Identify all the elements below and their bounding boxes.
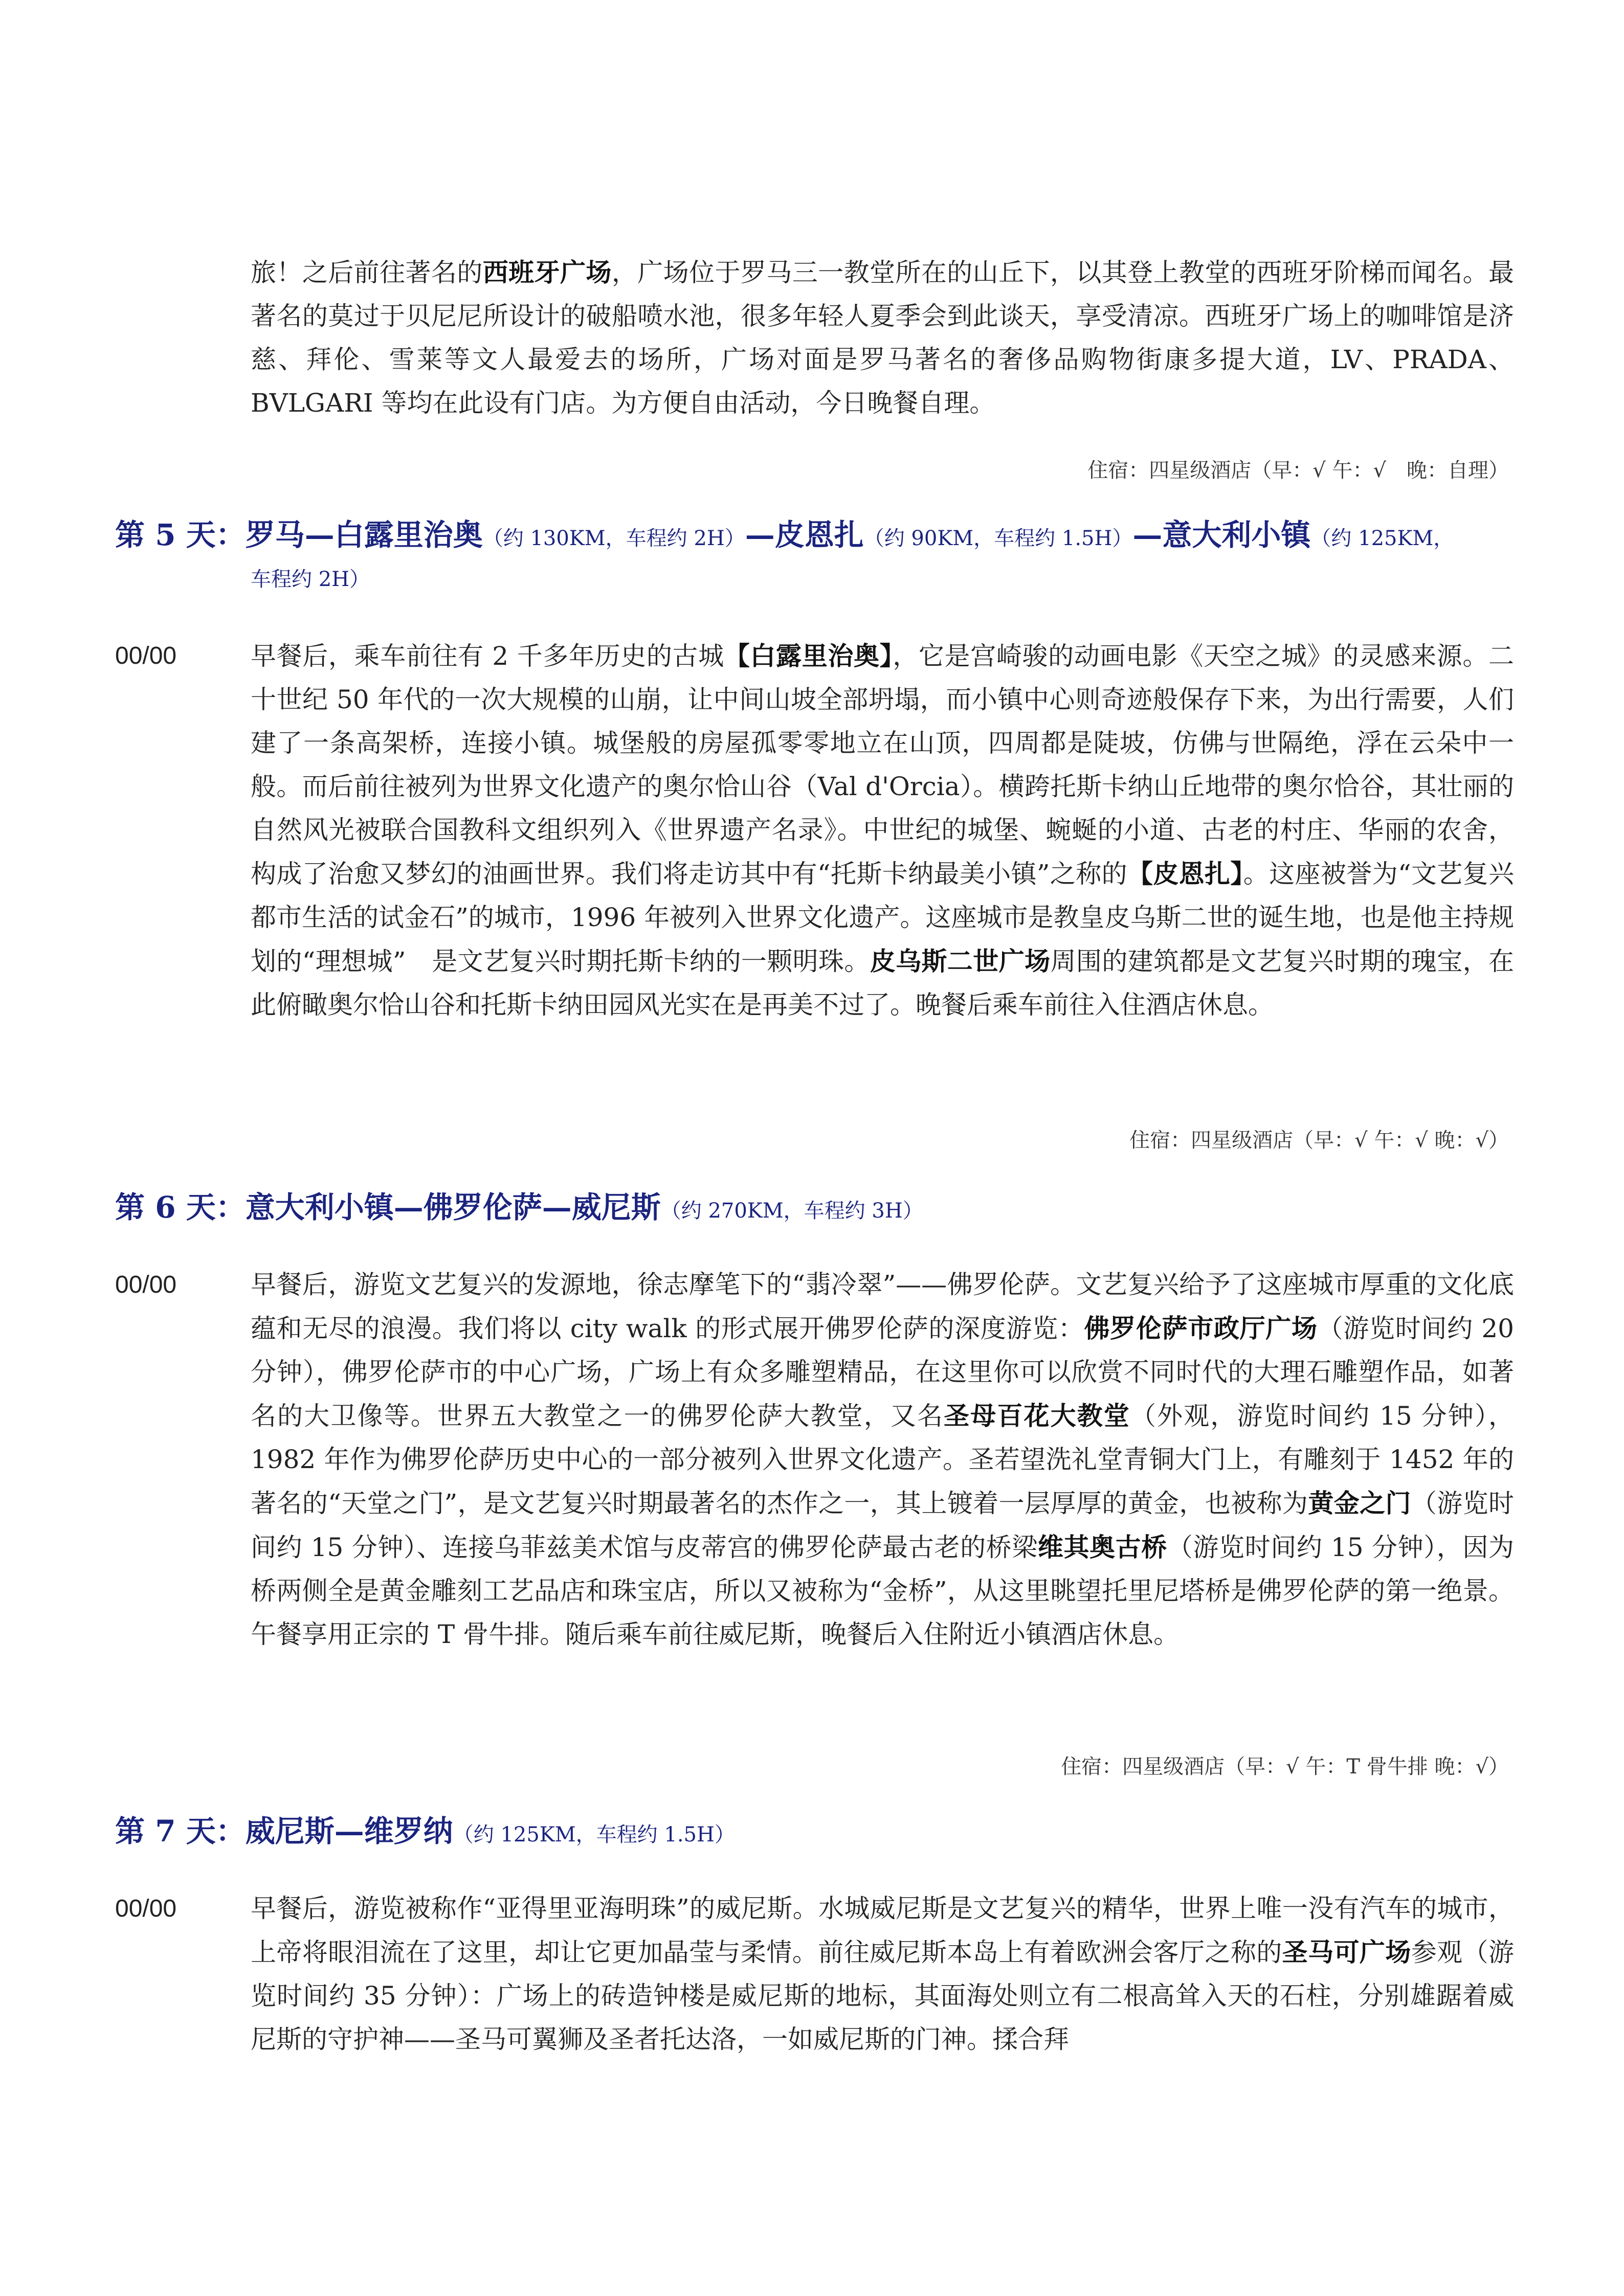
civita-highlight: 【白露里治奥】: [724, 641, 893, 671]
spanish-steps-highlight: 西班牙广场: [482, 257, 612, 287]
santa-maria-del-fiore-highlight: 圣母百花大教堂: [944, 1401, 1130, 1431]
day7-date: 00/00: [115, 1895, 177, 1922]
day7-heading: 第 7 天：威尼斯—维罗纳（约 125KM，车程约 1.5H）: [115, 1814, 735, 1849]
pienza-highlight: 【皮恩扎】: [1127, 859, 1243, 889]
day6-lodging: 住宿：四星级酒店（早：√ 午：T 骨牛排 晚：√）: [1061, 1755, 1509, 1779]
day5-paragraph: 早餐后，乘车前往有 2 千多年历史的古城【白露里治奥】，它是宫崎骏的动画电影《天空之城》的灵感来源。二十世纪 50 年代的一次大规模的山崩，让中间山坡全部坍塌，而小镇中心则奇迹般保存下来，为出行需要，人们建了一条高架桥，连接小镇。城堡般的房屋孤零零地立在山顶，四周都是陡坡，仿佛与世隔绝，浮在云朵中一般。而后前往被列为世界文化遗产的奥尔恰山谷（Val d'Orcia）。横跨托斯卡纳山丘地带的奥尔恰谷，其壮丽的自然风光被联合国教科文组织列入《世界遗产名录》。中世纪的城堡、蜿蜒的小道、古老的村庄、华丽的农舍，构成了治愈又梦幻的油画世界。我们将走访其中有“托斯卡纳最美小镇”之称的【皮恩扎】。这座被誉为“文艺复兴都市生活的试金石”的城市，1996 年被列入世界文化遗产。这座城市是教皇皮乌斯二世的诞生地，也是他主持规划的“理想城” 是文艺复兴时期托斯卡纳的一颗明珠。皮乌斯二世广场周围的建筑都是文艺复兴时期的瑰宝，在此俯瞰奥尔恰山谷和托斯卡纳田园风光实在是再美不过了。晚餐后乘车前往入住酒店休息。: [251, 641, 1515, 1020]
ponte-vecchio-highlight: 维其奥古桥: [1037, 1532, 1167, 1562]
day4-lodging: 住宿：四星级酒店（早：√ 午：√ 晚：自理）: [1087, 459, 1509, 482]
day6-paragraph: 早餐后，游览文艺复兴的发源地，徐志摩笔下的“翡冷翠”——佛罗伦萨。文艺复兴给予了这座城市厚重的文化底蕴和无尽的浪漫。我们将以 city walk 的形式展开佛罗伦萨的深度游览：佛罗伦萨市政厅广场（游览时间约 20 分钟），佛罗伦萨市的中心广场，广场上有众多雕塑精品，在这里你可以欣赏不同时代的大理石雕塑作品，如著名的大卫像等。世界五大教堂之一的佛罗伦萨大教堂，又名圣母百花大教堂（外观，游览时间约 15 分钟），1982 年作为佛罗伦萨历史中心的一部分被列入世界文化遗产。圣若望洗礼堂青铜大门上，有雕刻于 1452 年的著名的“天堂之门”，是文艺复兴时期最著名的杰作之一，其上镀着一层厚厚的黄金，也被称为黄金之门（游览时间约 15 分钟）、连接乌菲兹美术馆与皮蒂宫的佛罗伦萨最古老的桥梁维其奥古桥（游览时间约 15 分钟），因为桥两侧全是黄金雕刻工艺品店和珠宝店，所以又被称为“金桥”，从这里眺望托里尼塔桥是佛罗伦萨的第一绝景。午餐享用正宗的 T 骨牛排。随后乘车前往威尼斯，晚餐后入住附近小镇酒店休息。: [251, 1270, 1515, 1649]
day6-heading: 第 6 天：意大利小镇—佛罗伦萨—威尼斯（约 270KM，车程约 3H）: [115, 1190, 923, 1225]
day6-date: 00/00: [115, 1271, 177, 1298]
gates-of-gold-highlight: 黄金之门: [1308, 1488, 1411, 1518]
day5-date: 00/00: [115, 642, 177, 669]
day5-lodging: 住宿：四星级酒店（早：√ 午：√ 晚：√）: [1129, 1129, 1509, 1152]
day4-continuation-paragraph: 旅！之后前往著名的西班牙广场，广场位于罗马三一教堂所在的山丘下，以其登上教堂的西班牙阶梯而闻名。最著名的莫过于贝尼尼所设计的破船喷水池，很多年轻人夏季会到此谈天，享受清凉。西班牙广场上的咖啡馆是济慈、拜伦、雪莱等文人最爱去的场所，广场对面是罗马著名的奢侈品购物街康多提大道，LV、PRADA、BVLGARI 等均在此设有门店。为方便自由活动，今日晚餐自理。: [251, 257, 1515, 418]
signoria-square-highlight: 佛罗伦萨市政厅广场: [1084, 1313, 1318, 1343]
day5-heading: 第 5 天：罗马—白露里治奥（约 130KM，车程约 2H）—皮恩扎（约 90KM，车程约 1.5H）—意大利小镇（约 125KM， 车程约 2H）: [115, 517, 1454, 591]
day7-paragraph: 早餐后，游览被称作“亚得里亚海明珠”的威尼斯。水城威尼斯是文艺复兴的精华，世界上唯一没有汽车的城市，上帝将眼泪流在了这里，却让它更加晶莹与柔情。前往威尼斯本岛上有着欧洲会客厅之称的圣马可广场参观（游览时间约 35 分钟）：广场上的砖造钟楼是威尼斯的地标，其面海处则立有二根高耸入天的石柱，分别雄踞着威尼斯的守护神——圣马可翼狮及圣者托达洛，一如威尼斯的门神。揉合拜: [251, 1894, 1515, 2054]
pius-square-highlight: 皮乌斯二世广场: [870, 946, 1051, 976]
st-marks-square-highlight: 圣马可广场: [1282, 1937, 1411, 1967]
